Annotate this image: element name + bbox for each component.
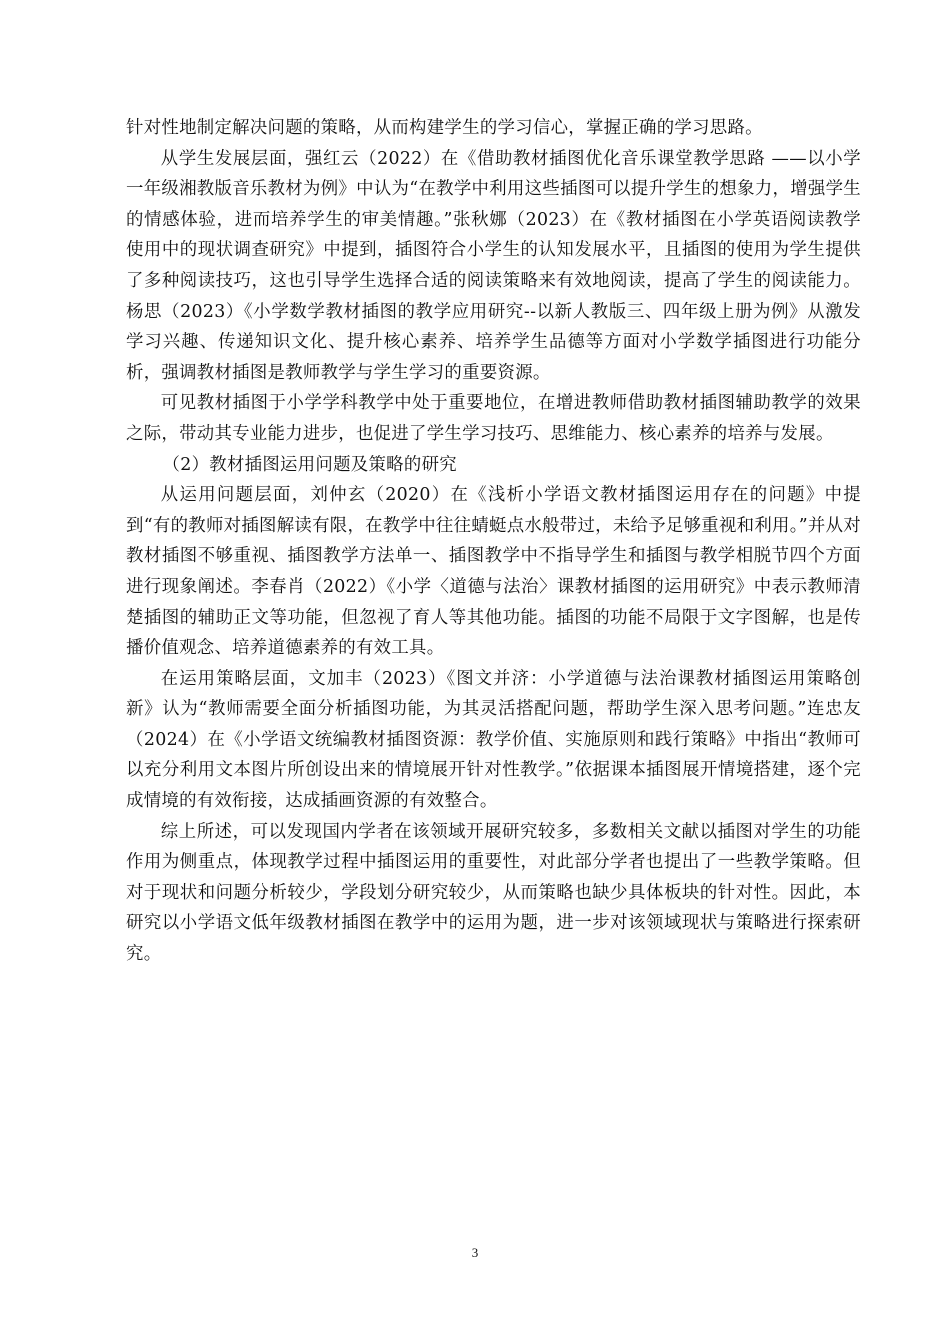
section-subheading: （2）教材插图运用问题及策略的研究 xyxy=(162,454,457,475)
paragraph-student-development: 从学生发展层面，强红云（2022）在《借助教材插图优化音乐课堂教学思路 ——以小学一年级湘教版音乐教材为例》中认为“在教学中利用这些插图可以提升学生的想象力，增强学生的情感体验，进而培养学生的审美情趣。”张秋娜（2023）在《教材插图在小学英语阅读教学使用中的现状调查研究》中提到，插图符合小学生的认知发展水平，且插图的使用为学生提供了多种阅读技巧，这也引导学生选择合适的阅读策略来有效地阅读，提高了学生的阅读能力。杨思（2023）《小学数学教材插图的教学应用研究--以新人教版三、四年级上册为例》从激发学习兴趣、传递知识文化、提升核心素养、培养学生品德等方面对小学数学插图进行功能分析，强调教材插图是教师教学与学生学习的重要资源。 xyxy=(126,148,861,383)
paragraph-usage-strategies: 在运用策略层面，文加丰（2023）《图文并济：小学道德与法治课教材插图运用策略创新》认为“教师需要全面分析插图功能，为其灵活搭配问题，帮助学生深入思考问题。”连忠友（2024）在《小学语文统编教材插图资源：教学价值、实施原则和践行策略》中指出“教师可以充分利用文本图片所创设出来的情境展开针对性教学。”依据课本插图展开情境搭建，逐个完成情境的有效衔接，达成插画资源的有效整合。 xyxy=(126,668,861,812)
paragraph-summary-importance: 可见教材插图于小学学科教学中处于重要地位，在增进教师借助教材插图辅助教学的效果之际，带动其专业能力进步，也促进了学生学习技巧、思维能力、核心素养的培养与发展。 xyxy=(126,393,861,444)
paragraph-continuation: 针对性地制定解决问题的策略，从而构建学生的学习信心，掌握正确的学习思路。 xyxy=(126,118,763,138)
body-text xyxy=(126,113,861,970)
paragraph-conclusion: 综上所述，可以发现国内学者在该领域开展研究较多，多数相关文献以插图对学生的功能作用为侧重点，体现教学过程中插图运用的重要性，对此部分学者也提出了一些教学策略。但对于现状和问题分析较少，学段划分研究较少，从而策略也缺少具体板块的针对性。因此，本研究以小学语文低年级教材插图在教学中的运用为题，进一步对该领域现状与策略进行探索研究。 xyxy=(126,821,861,965)
page-number: 3 xyxy=(471,1245,479,1260)
paragraph-usage-problems: 从运用问题层面，刘仲玄（2020）在《浅析小学语文教材插图运用存在的问题》中提到“有的教师对插图解读有限，在教学中往往蜻蜓点水般带过，未给予足够重视和利用。”并从对教材插图不够重视、插图教学方法单一、插图教学中不指导学生和插图与教学相脱节四个方面进行现象阐述。李春肖（2022）《小学〈道德与法治〉课教材插图的运用研究》中表示教师清楚插图的辅助正文等功能，但忽视了育人等其他功能。插图的功能不局限于文字图解，也是传播价值观念、培养道德素养的有效工具。 xyxy=(126,485,862,659)
